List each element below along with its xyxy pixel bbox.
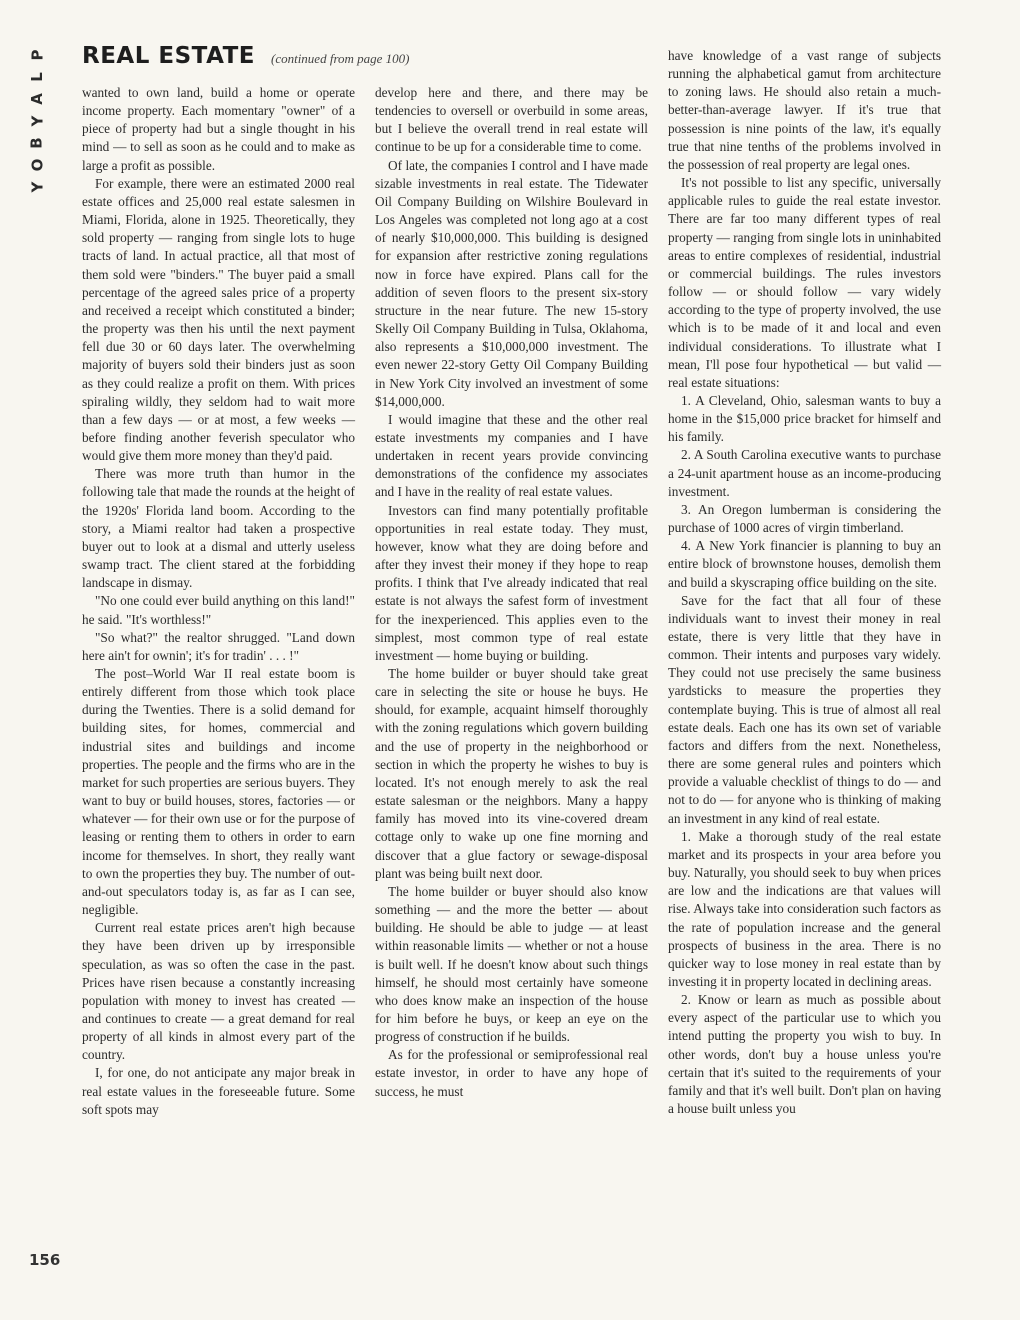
logo-letter: A (27, 93, 46, 105)
paragraph: 1. A Cleveland, Ohio, salesman wants to buy a home in the $15,000 price bracket for himself and his family. (668, 392, 941, 445)
article-title: REAL ESTATE (82, 43, 255, 69)
paragraph: As for the professional or semiprofessional real estate investor, in order to have any hope of success, he must (375, 1047, 648, 1099)
paragraph: I would imagine that these and the other real estate investments my companies and I have undertaken in recent years provide convincing demonstrations of the confidence my associates and I have in the reality of real estate values. (375, 411, 648, 500)
continued-note: (continued from page 100) (270, 51, 410, 66)
paragraph: The post–World War II real estate boom is entirely different from those which took place during the Twenties. There is a solid demand for building sites, for homes, commercial and industrial sites and buildings and income properties. The people and the firms who are in the market for such properties are serious buyers. They want to buy or build houses, stores, factories — or whatever — for their own use or for the purpose of leasing or renting them to others in order to earn income for themselves. In short, they really want to own the properties they buy. The number of out-and-out speculators today is, as far as I can see, negligible. (82, 666, 355, 918)
paragraph: Current real estate prices aren't high because they have been driven up by irresponsible speculation, as was so often the case in the past. Prices have risen because a constantly increasing population with money to invest has created — and continues to create — a great demand for real property of all kinds in almost every part of the country. (82, 920, 355, 1063)
paragraph: 1. Make a thorough study of the real estate market and its prospects in your area before you buy. Naturally, you should seek to buy when prices are low and the indications are that values will rise. Always take into consideration such factors as the rate of population increase and the general prospects of business in the area. There is no quicker way to lose money in real estate than by investing it in property located in declining areas. (668, 828, 941, 989)
logo-letter: Y (28, 115, 46, 127)
logo-letter: P (28, 49, 46, 61)
paragraph: "No one could ever build anything on this land!" he said. "It's worthless!" (82, 593, 355, 627)
paragraph: have knowledge of a vast range of subjects running the alphabetical gamut from architecture to zoning laws. He should also retain a much-better-than-average lawyer. If it's true that possession is nine points of the law, it's equally true that nine tenths of the problems involved in the possession of real property are legal ones. (668, 48, 941, 172)
text-column-3 (668, 47, 941, 1118)
paragraph: 2. A South Carolina executive wants to purchase a 24-unit apartment house as an income-producing investment. (668, 447, 941, 499)
paragraph: For example, there were an estimated 2000 real estate offices and 25,000 real estate salesmen in Miami, Florida, alone in 1925. Theoretically, they sold property — ranging from single lots to huge tracts of land. In actual practice, all that most of them sold were "binders." The buyer paid a small percentage of the agreed sales price of a property and received a receipt which constituted a binder; the property was then his until the next payment fell due 30 or 60 days later. The overwhelming majority of buyers sold their binders just as soon as they could realize a profit on them. With prices spiraling wildly, they seldom had to wait more than a few days — or at most, a few weeks — before finding another feverish speculator who would give them more money than they'd paid. (82, 175, 355, 464)
page-number: 156 (29, 1251, 61, 1269)
text-column-2 (375, 84, 648, 1101)
logo-letter: O (27, 158, 46, 172)
paragraph: wanted to own land, build a home or operate income property. Each momentary "owner" of a piece of property had but a single thought in his mind — to sell as soon as he could and to make as large a profit as possible. (82, 85, 355, 173)
paragraph: There was more truth than humor in the following tale that made the rounds at the height of the 1920s' Florida land boom. According to the story, a Miami realtor had taken a prospective buyer out to look at a dismal and utterly useless swamp tract. The client stared at the forbidding landscape in dismay. (82, 466, 355, 591)
logo-letter: B (28, 137, 46, 149)
paragraph: 2. Know or learn as much as possible about every aspect of the particular use to which you intend putting the property you wish to buy. In other words, don't buy a house unless you're certain that it's suited to the requirements of your family and that it's well built. Don't plan on having a house built unless you (668, 992, 941, 1117)
paragraph: Of late, the companies I control and I have made sizable investments in real estate. The Tidewater Oil Company Building on Wilshire Boulevard in Los Angeles was completed not long ago at a cost of nearly $10,000,000. This building is designed for expansion after restrictive zoning regulations now in force have expired. Plans call for the addition of seven floors to the present six-story structure in the near future. The new 15-story Skelly Oil Company Building in Tulsa, Oklahoma, also represents a $10,000,000 investment. The even newer 22-story Getty Oil Company Building in New York City involved an investment of some $14,000,000. (375, 157, 648, 409)
paragraph: Save for the fact that all four of these individuals want to invest their money in real estate, there is very little that they have in common. Their intents and purposes vary widely. They could not use precisely the same business yardsticks to measure the properties they contemplate buying. This is true of almost all real estate deals. Each one has its own set of variable factors and differs from the next. Nonetheless, there are some general rules and pointers which provide a valuable checklist of things to do — and not to do — for anyone who is thinking of making an investment in any kind of real estate. (668, 592, 941, 826)
article-header (82, 43, 662, 75)
paragraph: Investors can find many potentially profitable opportunities in real estate today. They must, however, know what they are doing before and after they invest their money if they hope to reap profits. I think that I've already indicated that real estate is not always the safest form of investment for the inexperienced. This applies even to the simplest, most common type of real estate investment — home buying or building. (375, 502, 648, 663)
paragraph: develop here and there, and there may be tendencies to oversell or overbuild in some areas, but I believe the overall trend in real estate will continue to be up for a considerable time to come. (375, 85, 648, 155)
text-column-1 (82, 84, 355, 1119)
paragraph: The home builder or buyer should also know something — and the more the better — about building. He should be able to judge — at least within reasonable limits — whether or not a house is built well. If he doesn't know about such things himself, he should most certainly have someone who does know make an inspection of the house for him before he buys, or keep an eye on the progress of construction if he builds. (375, 883, 648, 1045)
paragraph: 3. An Oregon lumberman is considering the purchase of 1000 acres of virgin timberland. (668, 501, 941, 536)
logo-letter: Y (28, 181, 46, 193)
logo-letter: L (28, 72, 46, 82)
magazine-vertical-logo (28, 44, 46, 198)
paragraph: 4. A New York financier is planning to buy an entire block of brownstone houses, demolish them and build a skyscraping office building on the site. (668, 538, 941, 590)
paragraph: It's not possible to list any specific, universally applicable rules to guide the real estate investor. There are far too many different types of real property — ranging from single lots in uninhabited areas to entire complexes of residential, industrial or commercial buildings. The rules investors follow — or should follow — vary widely according to the type of property involved, the use which is to be made of it and local and even individual considerations. To illustrate what I mean, I'll pose four hypothetical — but valid — real estate situations: (668, 175, 941, 390)
paragraph: The home builder or buyer should take great care in selecting the site or house he buys. He should, for example, acquaint himself thoroughly with the zoning regulations which govern building and the use of property in the neighborhood or section in which the property he wishes to buy is located. It's not enough merely to ask the real estate salesman or the neighbors. Many a happy family has moved into its vine-covered dream cottage only to wake up one fine morning and discover that a glue factory or sewage-disposal plant was being built next door. (375, 666, 648, 881)
paragraph: I, for one, do not anticipate any major break in real estate values in the foreseeable future. Some soft spots may (82, 1065, 355, 1117)
paragraph: "So what?" the realtor shrugged. "Land down here ain't for ownin'; it's for tradin' . . . !" (82, 629, 355, 663)
